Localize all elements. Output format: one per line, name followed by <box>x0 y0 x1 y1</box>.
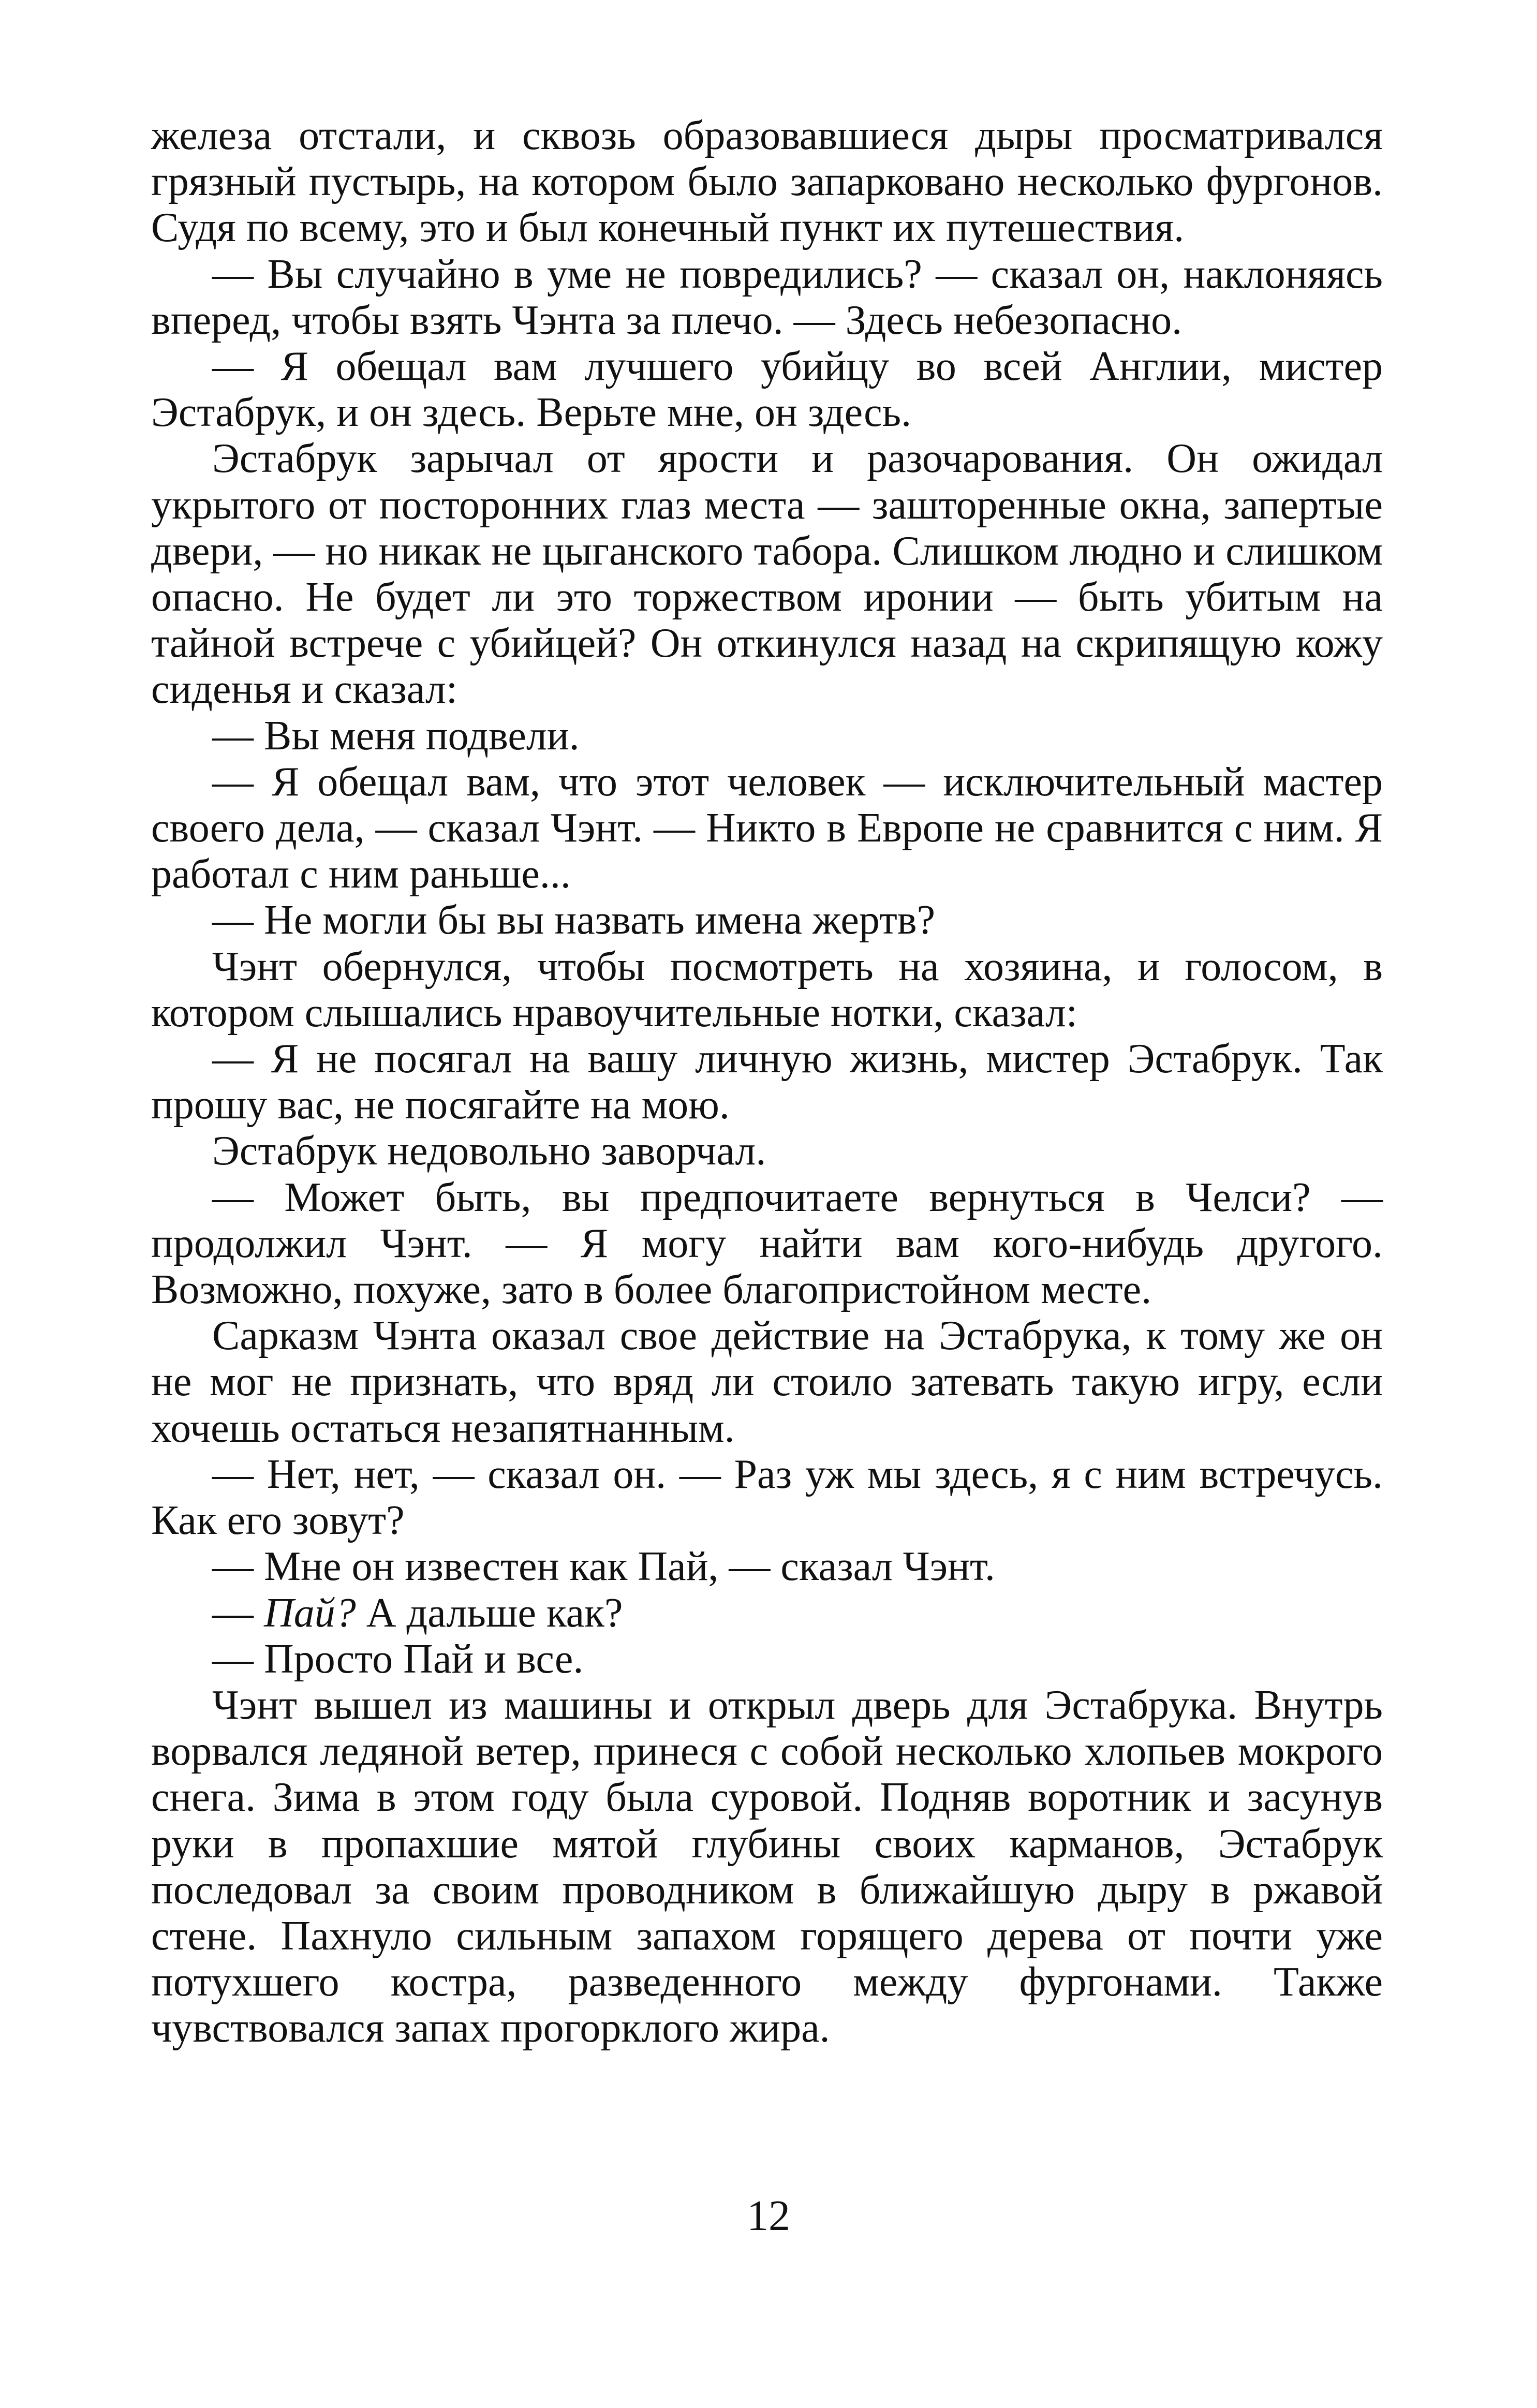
paragraph-3: — Я обещал вам лучшего убийцу во всей Англии, мистер Эстабрук, и он здесь. Верьте мне, он здесь. <box>151 344 1383 436</box>
paragraph-8: Чэнт обернулся, чтобы посмотреть на хозяина, и голосом, в котором слышались нравоучительные нотки, сказал: <box>151 943 1383 1036</box>
paragraph-9: — Я не посягал на вашу личную жизнь, мистер Эстабрук. Так прошу вас, не посягайте на мою. <box>151 1036 1383 1128</box>
paragraph-2: — Вы случайно в уме не повредились? — сказал он, наклоняясь вперед, чтобы взять Чэнта за плечо. — Здесь небезопасно. <box>151 251 1383 343</box>
paragraph-11: — Может быть, вы предпочитаете вернуться в Челси? — продолжил Чэнт. — Я могу найти вам кого-нибудь другого. Возможно, похуже, зато в более благопристойном месте. <box>151 1174 1383 1313</box>
paragraph-15 <box>151 1590 1383 1636</box>
page-number: 12 <box>747 2192 790 2240</box>
paragraph-4: Эстабрук зарычал от ярости и разочарования. Он ожидал укрытого от посторонних глаз места — зашторенные окна, запертые двери, — но никак не цыганского табора. Слишком людно и слишком опасно. Не будет ли это торжеством иронии — быть убитым на тайной встрече с убийцей? Он откинулся назад на скрипящую кожу сиденья и сказал: <box>151 436 1383 713</box>
paragraph-13: — Нет, нет, — сказал он. — Раз уж мы здесь, я с ним встречусь. Как его зовут? <box>151 1451 1383 1544</box>
paragraph-7: — Не могли бы вы назвать имена жертв? <box>212 897 936 943</box>
paragraph-17: Чэнт вышел из машины и открыл дверь для Эстабрука. Внутрь ворвался ледяной ветер, принеся с собой несколько хлопьев мокрого снега. Зима в этом году была суровой. Подняв воротник и засунув руки в пропахшие мятой глубины своих карманов, Эстабрук последовал за своим проводником в ближайшую дыру в ржавой стене. Пахнуло сильным запахом горящего дерева от почти уже потухшего костра, разведенного между фургонами. Также чувствовался запах прогорклого жира. <box>151 1682 1383 2051</box>
body-text <box>151 113 1383 2052</box>
dialogue-rest: А дальше как? <box>356 1590 623 1636</box>
paragraph-12: Сарказм Чэнта оказал свое действие на Эстабрука, к тому же он не мог не признать, что вряд ли стоило затевать такую игру, если хочешь остаться незапятнанным. <box>151 1313 1383 1451</box>
paragraph-1: железа отстали, и сквозь образовавшиеся дыры просматривался грязный пустырь, на котором было запарковано несколько фургонов. Судя по всему, это и был конечный пункт их путешествия. <box>151 113 1383 251</box>
paragraph-10: Эстабрук недовольно заворчал. <box>212 1128 766 1174</box>
paragraph-16: — Просто Пай и все. <box>212 1636 584 1682</box>
italic-name: Пай? <box>264 1590 356 1636</box>
paragraph-5: — Вы меня подвели. <box>212 713 580 759</box>
dialogue-dash: — <box>212 1590 264 1636</box>
paragraph-6: — Я обещал вам, что этот человек — исключительный мастер своего дела, — сказал Чэнт. — Никто в Европе не сравнится с ним. Я работал с ним раньше... <box>151 759 1383 897</box>
paragraph-14: — Мне он известен как Пай, — сказал Чэнт. <box>212 1544 995 1590</box>
